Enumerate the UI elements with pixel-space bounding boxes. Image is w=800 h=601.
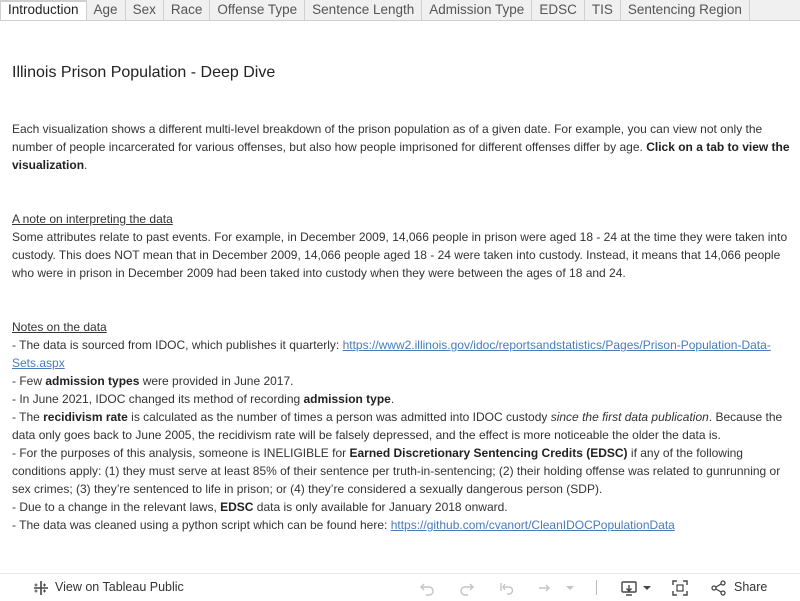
note-admission-types [12, 372, 790, 390]
redo-button[interactable] [458, 574, 476, 601]
share-button[interactable] [710, 574, 767, 601]
undo-icon [418, 579, 436, 597]
note-edsc-text-1: - For the purposes of this analysis, someone is INELIGIBLE for [12, 446, 350, 460]
note-source [12, 336, 790, 372]
tab-offense-type[interactable]: Offense Type [210, 0, 305, 20]
tab-sentence-length[interactable]: Sentence Length [305, 0, 422, 20]
note-edsc-availability [12, 498, 790, 516]
chevron-down-icon [565, 583, 575, 593]
view-on-tableau-label: View on Tableau Public [55, 580, 184, 594]
intro-end: . [84, 158, 88, 172]
note-rec-text-2: is calculated as the number of times a person was admitted into IDOC custody [127, 410, 551, 424]
note-few-bold: admission types [45, 374, 140, 388]
interpretation-heading: A note on interpreting the data [12, 212, 173, 226]
tab-sentencing-region[interactable]: Sentencing Region [621, 0, 750, 20]
tableau-logo-icon [32, 579, 50, 597]
note-recidivism [12, 408, 790, 444]
note-june-text-1: - In June 2021, IDOC changed its method of recording [12, 392, 304, 406]
note-june-bold: admission type [303, 392, 391, 406]
note-law-bold: EDSC [220, 500, 254, 514]
revert-button[interactable] [498, 574, 516, 601]
intro-paragraph [12, 120, 790, 174]
tab-sex[interactable]: Sex [126, 0, 164, 20]
redo-icon [458, 579, 476, 597]
intro-text: Each visualization shows a different multi-level breakdown of the prison population as of a given date. For example, you can view not only the number of people incarcerated for various offenses, but also how people imprisoned for different offenses differ by age. [12, 122, 763, 154]
refresh-button[interactable] [536, 574, 554, 601]
chevron-down-icon [642, 583, 652, 593]
note-edsc-bold: Earned Discretionary Sentencing Credits (EDSC) [349, 446, 628, 460]
view-on-tableau-button[interactable] [32, 574, 184, 601]
interpretation-note [12, 210, 790, 282]
download-icon [620, 579, 640, 597]
fullscreen-button[interactable] [671, 574, 689, 601]
tab-tis[interactable]: TIS [585, 0, 621, 20]
tableau-toolbar [0, 573, 800, 600]
tab-age[interactable]: Age [87, 0, 126, 20]
data-notes-heading-text: Notes on the data [12, 320, 107, 334]
note-edsc-eligibility [12, 444, 790, 498]
data-notes [12, 318, 790, 534]
note-clean-text: - The data was cleaned using a python script which can be found here: [12, 518, 391, 532]
page-title: Illinois Prison Population - Deep Dive [12, 64, 276, 81]
note-admission-method [12, 390, 790, 408]
note-law-text-2: data is only available for January 2018 onward. [253, 500, 508, 514]
download-button[interactable] [620, 574, 652, 601]
tab-edsc[interactable]: EDSC [532, 0, 585, 20]
tab-race[interactable]: Race [164, 0, 211, 20]
fullscreen-icon [671, 579, 689, 597]
data-notes-heading [12, 318, 790, 336]
idoc-data-link[interactable]: https://www2.illinois.gov/idoc/reportsandstatistics/Pages/Prison-Population-Data-Sets.aspx [12, 338, 771, 370]
note-rec-bold: recidivism rate [43, 410, 128, 424]
note-edsc-text-2: if any of the following conditions apply: (1) they must serve at least 85% of their sentence per truth-in-sentencing; (2) their holding offense was related to gunrunning or sex crimes; (3) they’re sentenced to life in prison; or (4) they’re considered a sexually dangerous person (SDP). [12, 446, 781, 496]
refresh-icon [536, 579, 554, 597]
toolbar-divider [596, 580, 597, 595]
note-law-text-1: - Due to a change in the relevant laws, [12, 500, 221, 514]
note-rec-text-1: - The [12, 410, 44, 424]
note-rec-italic: since the first data publication [550, 410, 709, 424]
sheet-tab-bar [0, 0, 800, 21]
share-icon [710, 579, 728, 597]
tab-introduction[interactable]: Introduction [0, 0, 87, 21]
revert-icon [498, 579, 516, 597]
share-label: Share [734, 580, 768, 594]
interpretation-text: Some attributes relate to past events. For example, in December 2009, 14,066 people in prison were aged 18 - 24 at the time they were taken into custody. This does NOT mean that in December 2009, 14,066 people aged 18 - 24 were taken into custody. Instead, it means that 14,066 people who were in prison in December 2009 had been taked into custody when they were between the ages of 18 and 24. [12, 230, 788, 280]
undo-button[interactable] [418, 574, 436, 601]
note-few-text-1: - Few [12, 374, 46, 388]
note-june-text-2: . [390, 392, 395, 406]
github-script-link[interactable]: https://github.com/cvanort/CleanIDOCPopulationData [390, 518, 675, 532]
note-rec-text-3: . Because the data only goes back to June 2005, the recidivism rate will be falsely depressed, and the effect is more noticeable the older the data is. [12, 410, 783, 442]
note-few-text-2: were provided in June 2017. [139, 374, 294, 388]
refresh-dropdown[interactable] [565, 574, 575, 601]
tab-admission-type[interactable]: Admission Type [422, 0, 532, 20]
note-source-text: - The data is sourced from IDOC, which publishes it quarterly: [12, 338, 343, 352]
note-cleaning-script [12, 516, 790, 534]
intro-call-to-action: Click on a tab to view the visualization [12, 140, 790, 172]
